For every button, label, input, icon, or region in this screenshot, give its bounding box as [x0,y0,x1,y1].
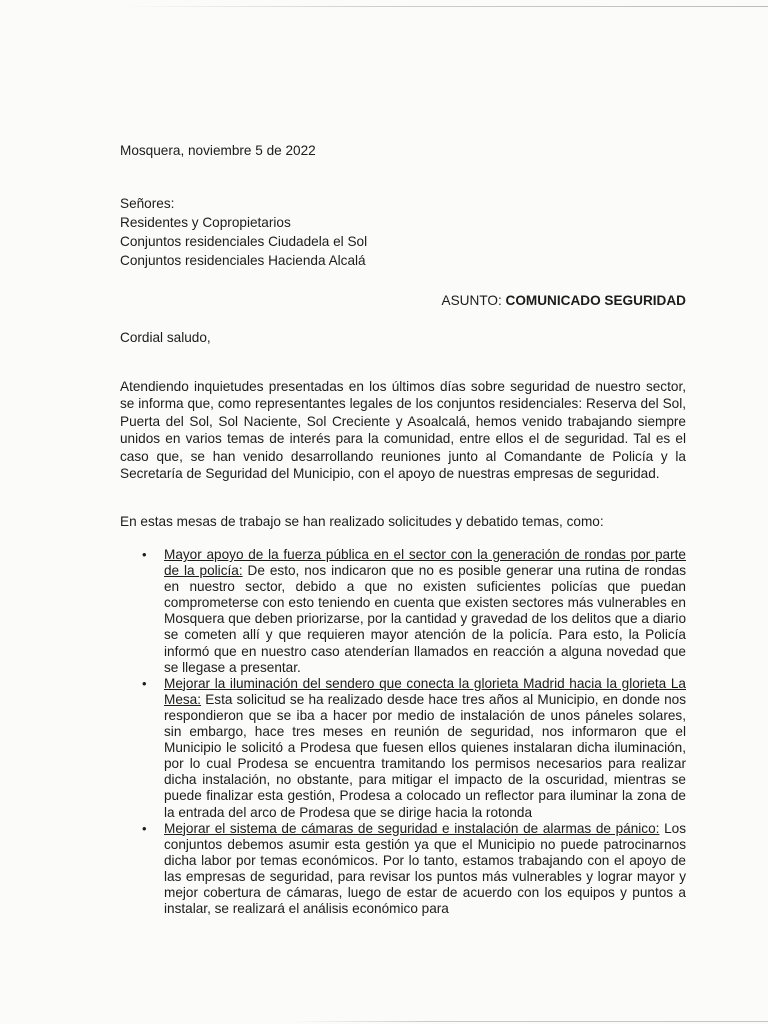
recipient-line: Conjuntos residenciales Hacienda Alcalá [120,253,366,268]
item-body: De esto, nos indicaron que no es posible generar una rutina de rondas en nuestro sector, debido a que no existen suficientes policías que puedan comprometerse con esto teniendo en cuenta que existen sectores más vulnerables en Mosquera que deben priorizarse, por la cantidad y gravedad de los delitos que a diario se cometen allí y que requieren mayor atención de la policía. Para esto, la Policía informó que en nuestro caso atenderían llamados en reacción a alguna novedad que se llegase a presentar. [164,563,686,675]
recipient-line: Señores: [120,196,175,211]
item-body: Esta solicitud se ha realizado desde hace tres años al Municipio, en donde nos respondieron que se iba a hacer por medio de instalación de unos páneles solares, sin embargo, hace tres meses en reunión de seguridad, nos informaron que el Municipio le solicitó a Prodesa que fuesen ellos quienes instalaran dicha iluminación, por lo cual Prodesa se encuentra tramitando los permisos necesarios para realizar dicha instalación, no obstante, para mitigar el impacto de la oscuridad, mientras se puede finalizar esta gestión, Prodesa a colocado un reflector para iluminar la zona de la entrada del arco de Prodesa que se dirige hacia la rotonda [164,691,686,820]
item-heading: Mejorar la iluminación del sendero que conecta la glorieta Madrid hacia la glorieta La Mesa: [164,675,686,707]
item-heading: Mayor apoyo de la fuerza pública en el sector con la generación de rondas por parte de la policía: [164,547,686,579]
request-list [142,547,686,917]
list-item [142,676,686,821]
item-heading: Mejorar el sistema de cámaras de seguridad e instalación de alarmas de pánico: [164,820,660,836]
scan-edge-bottom [290,1021,768,1022]
item-body: Los conjuntos debemos asumir esta gestión ya que el Municipio no puede patrocinarnos dicha labor por temas económicos. Por lo tanto, estamos trabajando con el apoyo de las empresas de seguridad, para revisar los puntos más vulnerables y lograr mayor y mejor cobertura de cámaras, luego de estar de acuerdo con los equipos y puntos a instalar, se realizará el análisis económico para [164,820,686,917]
scan-edge-top [120,6,768,7]
list-intro: En estas mesas de trabajo se han realizado solicitudes y debatido temas, como: [120,514,604,529]
greeting: Cordial saludo, [120,330,211,345]
recipient-line: Residentes y Copropietarios [120,215,291,230]
subject-line [442,292,686,309]
dateline: Mosquera, noviembre 5 de 2022 [120,143,316,158]
recipients-block [120,194,367,270]
list-item [142,547,686,676]
recipient-line: Conjuntos residenciales Ciudadela el Sol [120,234,368,249]
subject-text: COMUNICADO SEGURIDAD [505,293,686,308]
subject-prefix: ASUNTO: [441,293,506,308]
intro-paragraph: Atendiendo inquietudes presentadas en los últimos días sobre seguridad de nuestro sector, se informa que, como representantes legales de los conjuntos residenciales: Reserva del Sol, Puerta del Sol, Sol Naciente, Sol Creciente y Asoalcalá, hemos venido trabajando siempre unidos en varios temas de interés para la comunidad, entre ellos el de seguridad. Tal es el caso que, se han venido desarrollando reuniones junto al Comandante de Policía y la Secretaría de Seguridad del Municipio, con el apoyo de nuestras empresas de seguridad. [120,379,686,482]
list-item [142,821,686,918]
